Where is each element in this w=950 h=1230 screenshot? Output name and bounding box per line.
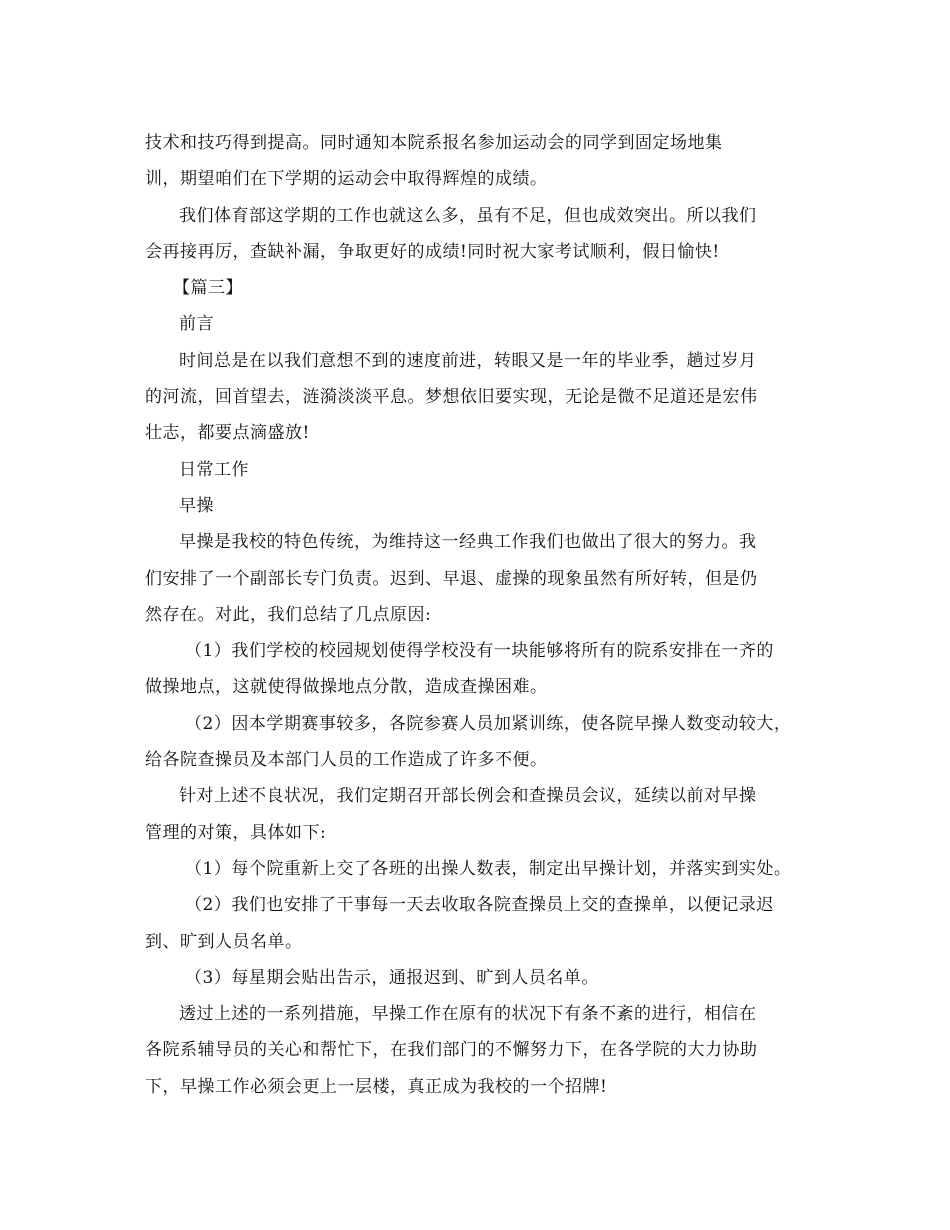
text-line: 壮志，都要点滴盛放! — [145, 423, 310, 444]
subheading-daily-work: 日常工作 — [179, 459, 249, 480]
list-item-start: （3）每星期会贴出告示，通报迟到、旷到人员名单。 — [185, 967, 599, 988]
text-line: 到、旷到人员名单。 — [145, 931, 303, 952]
text-line: 技术和技巧得到提高。同时通知本院系报名参加运动会的同学到固定场地集 — [145, 133, 723, 153]
list-item-start: （2）我们也安排了干事每一天去收取各院查操员上交的查操单，以便记录迟 — [185, 895, 774, 916]
text-line: 然存在。对此，我们总结了几点原因: — [145, 604, 432, 625]
paragraph-start: 针对上述不良状况，我们定期召开部长例会和查操员会议，延续以前对早操 — [179, 786, 757, 807]
text-line: 做操地点，这就使得做操地点分散，造成查操困难。 — [145, 677, 548, 698]
text-line: 会再接再厉，查缺补漏，争取更好的成绩!同时祝大家考试顺利，假日愉快! — [145, 241, 720, 262]
paragraph-start: 时间总是在以我们意想不到的速度前进，转眼又是一年的毕业季，趟过岁月 — [179, 350, 757, 371]
text-line: 下，早操工作必须会更上一层楼，真正成为我校的一个招牌! — [145, 1076, 608, 1097]
paragraph-start: 早操是我校的特色传统，为维持这一经典工作我们也做出了很大的努力。我 — [179, 532, 757, 553]
subheading-morning-exercise: 早操 — [179, 495, 214, 516]
list-item-start: （1）我们学校的校园规划使得学校没有一块能够将所有的院系安排在一齐的 — [185, 641, 774, 662]
paragraph-start: 透过上述的一系列措施，早操工作在原有的状况下有条不紊的进行，相信在 — [179, 1004, 757, 1025]
text-line: 各院系辅导员的关心和帮忙下，在我们部门的不懈努力下，在各学院的大力协助 — [145, 1040, 758, 1061]
subheading-preface: 前言 — [179, 314, 214, 335]
text-line: 们安排了一个副部长专门负责。迟到、早退、虚操的现象虽然有所好转，但是仍 — [145, 568, 758, 589]
text-line: 的河流，回首望去，涟漪淡淡平息。梦想依旧要实现，无论是微不足道还是宏伟 — [145, 387, 758, 408]
document-body — [145, 125, 825, 1105]
text-line: 给各院查操员及本部门人员的工作造成了许多不便。 — [145, 750, 548, 771]
text-line: 训，期望咱们在下学期的运动会中取得辉煌的成绩。 — [145, 169, 548, 190]
paragraph-start: 我们体育部这学期的工作也就这么多，虽有不足，但也成效突出。所以我们 — [179, 205, 757, 226]
section-heading: 【篇三】 — [173, 278, 243, 299]
text-line: 管理的对策，具体如下: — [145, 822, 327, 843]
list-item-start: （2）因本学期赛事较多，各院参赛人员加紧训练，使各院早操人数变动较大， — [185, 713, 792, 734]
list-item-start: （1）每个院重新上交了各班的出操人数表，制定出早操计划，并落实到实处。 — [185, 858, 792, 879]
